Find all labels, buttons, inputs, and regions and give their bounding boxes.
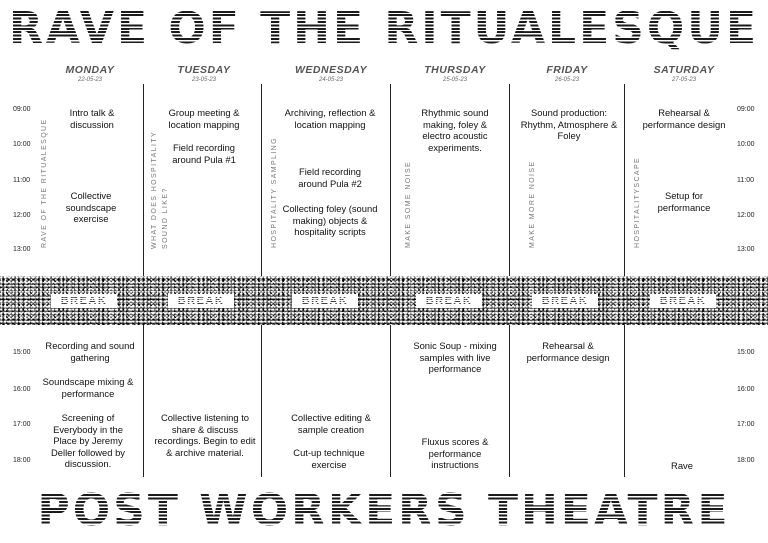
day-name: FRIDAY: [546, 64, 588, 76]
break-label-thursday: [416, 294, 482, 308]
time-label: 10:00: [737, 141, 755, 148]
event-collecting-foley: Collecting foley (sound making) objects & hospitality scripts: [282, 203, 378, 238]
divider-thu-fri-pm: [509, 325, 510, 477]
divider-tue-wed: [261, 84, 262, 276]
time-label: 13:00: [13, 246, 31, 253]
event-collective-soundscape: Collective soundscape exercise: [65, 190, 117, 225]
event-recording-gathering: Recording and sound gathering: [45, 340, 135, 363]
event-collective-editing: Collective editing & sample creation: [291, 412, 371, 435]
break-text: BREAK: [541, 295, 589, 307]
day-date: 23-05-23: [191, 77, 217, 83]
day-name: SATURDAY: [653, 64, 715, 76]
divider-tue-wed-pm: [261, 325, 262, 477]
theme-label-monday: RAVE OF THE RITUALESQUE: [41, 118, 48, 248]
event-sound-production: Sound production: Rhythm, Atmosphere & Foley: [520, 107, 618, 142]
time-label: 18:00: [13, 457, 31, 464]
day-name: THURSDAY: [424, 64, 486, 76]
day-date: 25-05-23: [442, 77, 468, 83]
event-rhythmic-sound: Rhythmic sound making, foley & electro acoustic experiments.: [421, 107, 489, 153]
day-header-saturday: [628, 64, 740, 83]
divider-wed-thu-pm: [390, 325, 391, 477]
break-label-wednesday: [292, 294, 358, 308]
divider-mon-tue: [143, 84, 144, 276]
event-cut-up: Cut-up technique exercise: [293, 447, 365, 470]
time-label: 11:00: [13, 177, 30, 184]
time-label: 18:00: [737, 457, 755, 464]
day-date: 22-05-23: [77, 77, 103, 83]
time-label: 12:00: [737, 212, 755, 219]
day-header-monday: [40, 64, 140, 83]
event-screening: Screening of Everybody in the Place by Jeremy Deller followed by discussion.: [51, 412, 125, 470]
break-label-friday: [532, 294, 598, 308]
day-name: TUESDAY: [177, 64, 231, 76]
time-label: 09:00: [737, 106, 755, 113]
theme-label-saturday: HOSPITALITYSCAPE: [634, 156, 641, 248]
time-label: 12:00: [13, 212, 31, 219]
time-label: 11:00: [737, 177, 754, 184]
day-date: 24-05-23: [318, 77, 344, 83]
title-rave-of-the-ritualesque: RAVE OF THE RITUALESQUE: [0, 4, 768, 54]
time-label: 16:00: [737, 386, 755, 393]
day-name: WEDNESDAY: [295, 64, 367, 76]
day-name: MONDAY: [65, 64, 115, 76]
time-label: 10:00: [13, 141, 31, 148]
event-soundscape-mixing: Soundscape mixing & performance: [42, 376, 134, 399]
event-archiving: Archiving, reflection & location mapping: [284, 107, 376, 130]
event-field-recording-1: Field recording around Pula #1: [172, 142, 236, 165]
time-label: 15:00: [13, 349, 31, 356]
event-setup: Setup for performance: [657, 190, 711, 213]
break-text: BREAK: [425, 295, 473, 307]
event-rave: Rave: [671, 460, 693, 471]
event-sonic-soup: Sonic Soup - mixing samples with live performance: [413, 340, 497, 375]
day-header-thursday: [398, 64, 512, 83]
break-text: BREAK: [177, 295, 225, 307]
break-text: BREAK: [659, 295, 707, 307]
event-group-meeting: Group meeting & location mapping: [168, 107, 240, 130]
divider-fri-sat: [624, 84, 625, 276]
time-label: 15:00: [737, 349, 755, 356]
break-text: BREAK: [60, 295, 108, 307]
event-collective-listening: Collective listening to share & discuss recordings. Begin to edit & archive material.: [154, 412, 256, 458]
day-header-wednesday: [268, 64, 394, 83]
title-post-workers-theatre: POST WORKERS THEATRE: [0, 484, 768, 538]
time-label: 16:00: [13, 386, 31, 393]
divider-mon-tue-pm: [143, 325, 144, 477]
theme-label-tuesday-2: SOUND LIKE?: [162, 187, 169, 249]
theme-label-thursday: MAKE SOME NOISE: [405, 160, 412, 248]
event-intro-talk: Intro talk & discussion: [69, 107, 115, 130]
theme-label-wednesday: HOSPITALITY SAMPLING: [271, 137, 278, 248]
theme-label-friday: MAKE MORE NOISE: [529, 160, 536, 248]
break-label-saturday: [650, 294, 716, 308]
day-header-friday: [514, 64, 620, 83]
break-label-tuesday: [168, 294, 234, 308]
time-label: 09:00: [13, 106, 31, 113]
divider-wed-thu: [390, 84, 391, 276]
break-text: BREAK: [301, 295, 349, 307]
event-rehearsal-friday: Rehearsal & performance design: [526, 340, 610, 363]
time-label: 13:00: [737, 246, 755, 253]
theme-label-tuesday-1: WHAT DOES HOSPITALITY: [151, 130, 158, 249]
divider-fri-sat-pm: [624, 325, 625, 477]
day-header-tuesday: [152, 64, 256, 83]
day-date: 27-05-23: [671, 77, 697, 83]
time-label: 17:00: [13, 421, 31, 428]
divider-thu-fri: [509, 84, 510, 276]
time-label: 17:00: [737, 421, 755, 428]
event-field-recording-2: Field recording around Pula #2: [298, 166, 362, 189]
break-label-monday: [51, 294, 117, 308]
event-fluxus-scores: Fluxus scores & performance instructions: [421, 436, 489, 471]
event-rehearsal-saturday: Rehearsal & performance design: [642, 107, 726, 130]
day-date: 26-05-23: [554, 77, 580, 83]
